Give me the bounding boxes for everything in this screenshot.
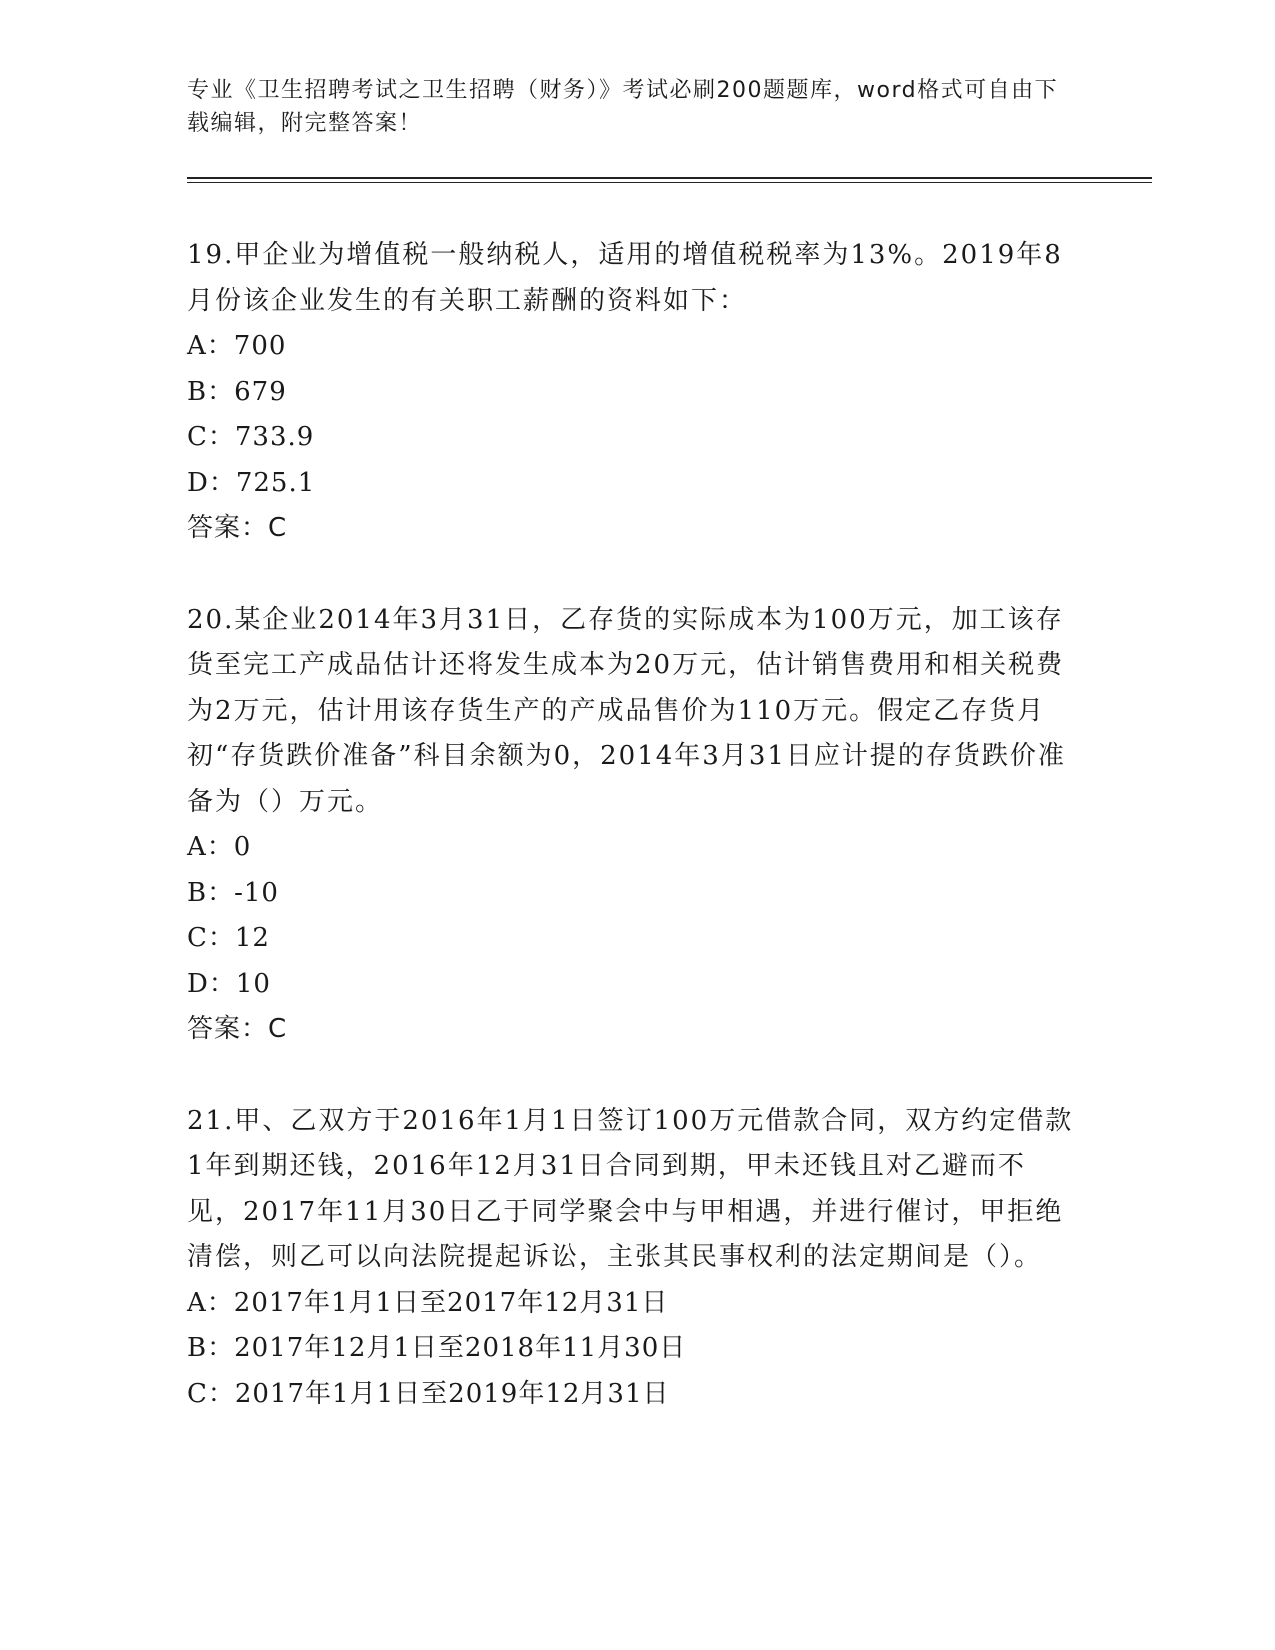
option-a: A：2017年1月1日至2017年12月31日 [187, 1287, 669, 1318]
option-d: D：725.1 [187, 467, 316, 498]
header-divider-thick [187, 177, 1152, 179]
option-c: C：2017年1月1日至2019年12月31日 [187, 1378, 670, 1409]
option-b: B：2017年12月1日至2018年11月30日 [187, 1333, 687, 1363]
question-stem: 20.某企业2014年3月31日，乙存货的实际成本为100万元，加工该存货至完工产成品估计还将发生成本为20万元，估计销售费用和相关税费为2万元，估计用该存货生产的产成品售价为110万元。假定乙存货月初“存货跌价准备”科目余额为0，2014年3月31日应计提的存货跌价准备为（）万元。 [187, 604, 1066, 817]
question-stem: 19.甲企业为增值税一般纳税人，适用的增值税税率为13%。2019年8月份该企业发生的有关职工薪酬的资料如下： [187, 240, 1063, 316]
option-d: D：10 [187, 968, 271, 999]
option-b: B：679 [187, 376, 287, 407]
option-a: A：700 [187, 331, 287, 361]
option-c: C：12 [187, 923, 270, 953]
question-list [187, 233, 1077, 1463]
question-21 [187, 1099, 1077, 1418]
header-divider-thin [187, 182, 1152, 183]
question-stem: 21.甲、乙双方于2016年1月1日签订100万元借款合同，双方约定借款1年到期还钱，2016年12月31日合同到期，甲未还钱且对乙避而不见，2017年11月30日乙于同学聚会中与甲相遇，并进行催讨，甲拒绝清偿，则乙可以向法院提起诉讼，主张其民事权利的法定期间是（）。 [187, 1105, 1074, 1272]
option-c: C：733.9 [187, 422, 315, 452]
document-header: 专业《卫生招聘考试之卫生招聘（财务）》考试必刷200题题库，word格式可自由下载编辑，附完整答案！ [187, 78, 1059, 136]
question-20 [187, 598, 1077, 1053]
option-b: B：-10 [187, 877, 279, 908]
answer-line: 答案：C [187, 513, 288, 543]
answer-line: 答案：C [187, 1014, 288, 1044]
option-a: A：0 [187, 832, 252, 862]
question-19 [187, 233, 1077, 552]
